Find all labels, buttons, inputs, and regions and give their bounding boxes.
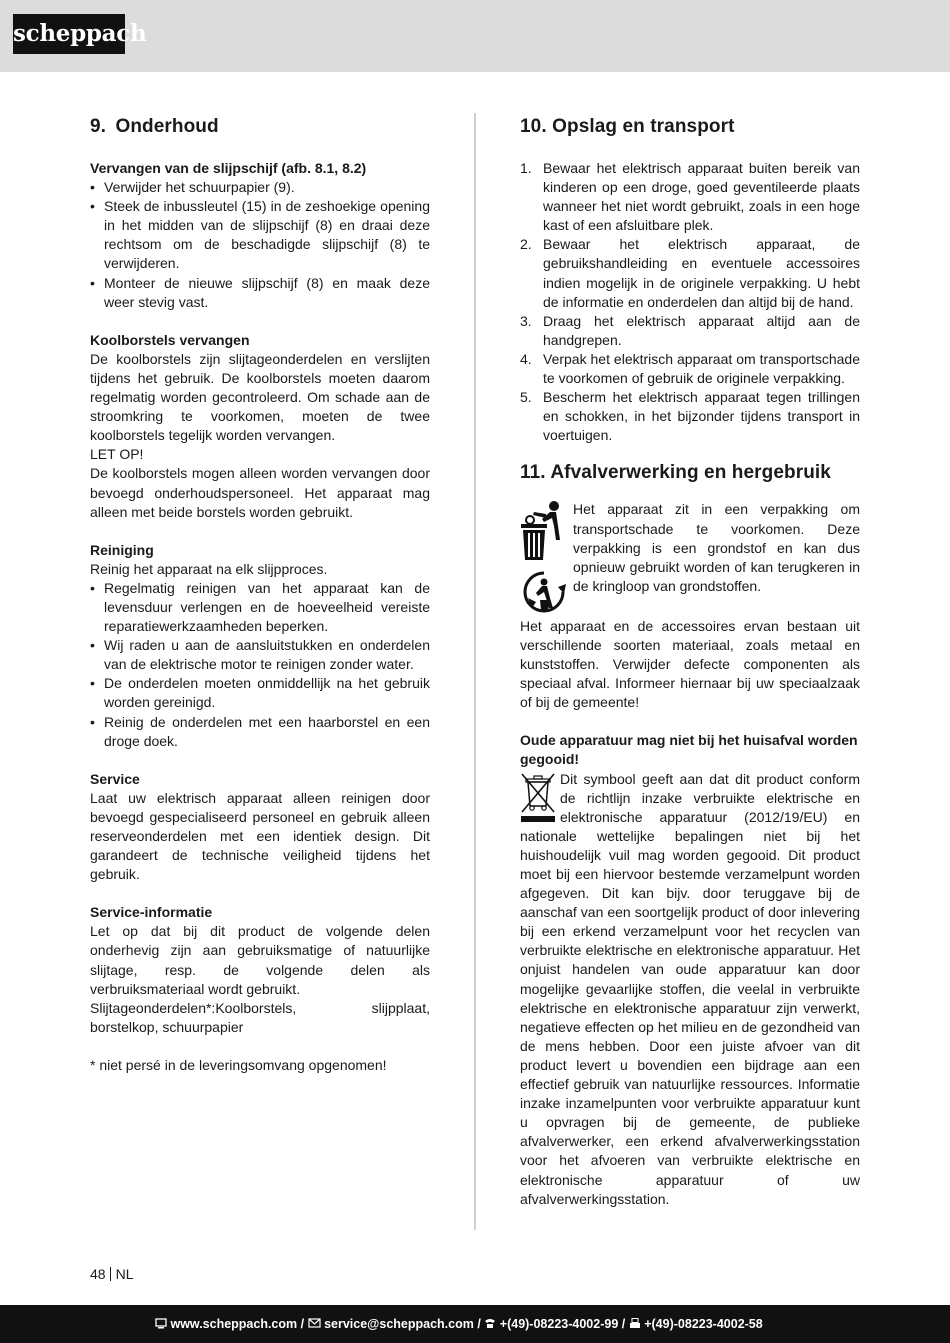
left-column: [90, 114, 430, 1075]
packaging-icons: [520, 500, 568, 618]
right-column: [520, 114, 860, 1209]
section-11-title: [520, 460, 860, 486]
service-text: Laat uw elektrisch apparaat alleen reinigen door bevoegd gespecialiseerd personeel en gebruik alleen reserveonderdelen met een identiek design. Dit garandeert de technische veiligheid tijdens het gebruik.: [90, 789, 430, 883]
item-text: Draag het elektrisch apparaat altijd aan de handgrepen.: [543, 312, 860, 348]
weee-block: [520, 770, 860, 1209]
footer-contacts: [155, 1305, 763, 1343]
service-info-text: Let op dat bij dit product de volgende delen onderhevig zijn aan gebruiksmatige of natuurlijke slijtage, resp. de volgende delen als verbruiksmateriaal wordt gebruikt.: [90, 923, 430, 997]
delivery-note: * niet persé in de leveringsomvang opgenomen!: [90, 1056, 387, 1073]
carbon-brushes-text: De koolborstels zijn slijtageonderdelen en verslijten tijdens het gebruik. De koolborstels moeten daarom regelmatig worden gecontroleerd. Om schade aan de stroomkring te voorkomen, moeten de twee koolborstels tegelijk worden vervangen.: [90, 350, 430, 444]
footer-website[interactable]: www.scheppach.com: [170, 1317, 298, 1331]
replace-disc-heading: Vervangen van de slijpschijf (afb. 8.1, 8.2): [90, 160, 367, 176]
section-10-title: [520, 114, 860, 140]
footer-separator: /: [477, 1317, 481, 1331]
item-number: 1.: [520, 160, 532, 176]
list-item: [520, 159, 860, 235]
footer-email[interactable]: service@scheppach.com: [324, 1317, 474, 1331]
envelope-icon: [308, 1318, 321, 1329]
list-item: • Wij raden u aan de aansluitstukken en onderdelen van de elektrische motor te reinigen zonder water.: [90, 636, 430, 674]
section-10-text: Opslag en transport: [552, 116, 735, 137]
page-language: NL: [115, 1266, 134, 1282]
footer-fax: +(49)-08223-4002-58: [644, 1317, 763, 1331]
service-heading: Service: [90, 770, 140, 787]
page-number-value: 48: [90, 1266, 106, 1282]
materials-text: Het apparaat en de accessoires ervan bestaan uit verschillende soorten materiaal, zoals metaal en kunststoffen. Verwijder defecte componenten als speciaal afval. Informeer hiernaar bij uw speciaalzaak of bij de gemeente!: [520, 617, 860, 711]
item-text: Bewaar het elektrisch apparaat buiten bereik van kinderen op een droge, goed geventileerde plaats wanneer het niet wordt gebruikt, zoals in een hoge kast of een afsluitbare plek.: [543, 160, 860, 234]
cleaning-heading: Reiniging: [90, 541, 154, 558]
section-9-text: Onderhoud: [115, 116, 219, 137]
section-10-number: 10.: [520, 116, 547, 137]
item-number: 4.: [520, 350, 532, 367]
section-9-title: [90, 114, 430, 140]
section-11-text: Afvalverwerking en hergebruik: [550, 462, 831, 484]
section-9-number: 9.: [90, 116, 107, 137]
footer-bar: [0, 1305, 950, 1343]
column-divider: [474, 113, 476, 1230]
item-text: Bescherm het elektrisch apparaat tegen trillingen en schokken, in het bijzonder tijdens transport in voertuigen.: [543, 389, 860, 444]
section-11-number: 11.: [520, 462, 546, 484]
list-item: [520, 312, 860, 350]
list-item: [520, 350, 860, 388]
list-item: • Reinig de onderdelen met een haarborstel en een droge doek.: [90, 713, 430, 751]
header-band: [0, 0, 950, 72]
footer-separator: /: [621, 1317, 626, 1331]
footer-phone[interactable]: +(49)-08223-4002-99: [499, 1317, 619, 1331]
weee-text: Dit symbool geeft aan dat dit product conform de richtlijn inzake verbruikte elektrische en elektronische apparatuur (2012/19/EU) en nationale wettelijke bepalingen niet bij het huishoudelijk vuil mag worden gegooid. Dit product moet bij een hiervoor bestemde verzamelpunt worden afgegeven. Dit kan bijv. door teruggave bij de aanschaf van een soortgelijk product of door inlevering bij een erkend verzamelpunt voor het recyclen van verbruikte elektrische en elektronische apparatuur. Het onjuist handelen van oude apparatuur kan door mogelijke gevaarlijke stoffen, die veelal in verbruikte elektrische en elektronische apparatuur zijn verwerkt, negatieve effecten op het milieu en de gezondheid van de mens hebben. Door een juiste afvoer van dit product levert u bovendien een bijdrage aan een effectief gebruik van natuurlijke ressources. Informatie inzake inzamelpunten voor verbruikte apparatuur kunt u opvragen bij de gemeente, de publieke afvalverwerker, een erkend afvalverwerkingsstation voor het afvoeren van verbruikte elektrische en elektronische apparatuur of uw afvalverwerkingsstation.: [520, 770, 860, 1207]
storage-list: [520, 159, 860, 445]
list-item: [520, 235, 860, 311]
list-item: • Steek de inbussleutel (15) in de zeshoekige opening in het midden van de slijpschijf (8) en draai deze rechtsom om de beschadigde slijpschijf (8) te verwijderen.: [90, 197, 430, 273]
wear-parts-text: Slijtageonderdelen*:Koolborstels, slijpplaat, borstelkop, schuurpapier: [90, 999, 430, 1035]
list-item: [520, 388, 860, 445]
list-item: • Regelmatig reinigen van het apparaat kan de levensduur verlengen en de hoeveelheid vereiste reparatiewerkzaamheden beperken.: [90, 579, 430, 636]
carbon-brushes-warning: LET OP!: [90, 446, 144, 463]
list-item: • Verwijder het schuurpapier (9).: [90, 178, 430, 197]
carbon-brushes-heading: Koolborstels vervangen: [90, 331, 250, 348]
footer-separator: /: [300, 1317, 305, 1331]
recycle-icon: [520, 570, 568, 614]
cleaning-intro: Reinig het apparaat na elk slijpproces.: [90, 560, 328, 577]
page-number-separator: [110, 1267, 111, 1281]
old-equipment-heading: Oude apparatuur mag niet bij het huisafval worden gegooid!: [520, 732, 858, 768]
list-item: • De onderdelen moeten onmiddellijk na het gebruik worden gereinigd.: [90, 674, 430, 712]
telephone-icon: [484, 1318, 496, 1329]
cleaning-list: [90, 579, 430, 751]
bin-disposal-icon: [520, 500, 568, 560]
list-item: • Monteer de nieuwe slijpschijf (8) en maak deze weer stevig vast.: [90, 274, 430, 312]
packaging-block: [520, 500, 860, 595]
item-text: Bewaar het elektrisch apparaat, de gebruikshandleiding en eventuele accessoires indien mogelijk in de originele verpakking. U hebt de informatie en onderdelen dan altijd bij de hand.: [543, 236, 860, 310]
monitor-icon: [155, 1318, 167, 1329]
replace-disc-list: [90, 178, 430, 312]
item-number: 3.: [520, 312, 532, 329]
item-number: 5.: [520, 389, 532, 406]
page-number: [90, 1265, 133, 1284]
scheppach-logo: scheppach: [13, 14, 125, 54]
packaging-text: Het apparaat zit in een verpakking om transportschade te voorkomen. Deze verpakking is een grondstof en kan dus opnieuw gebruikt worden of kan terugkeren in de kringloop van grondstoffen.: [573, 501, 860, 594]
carbon-brushes-text-2: De koolborstels mogen alleen worden vervangen door bevoegd onderhoudspersoneel. Het apparaat mag alleen met beide borstels worden gebruikt.: [90, 465, 430, 520]
item-number: 2.: [520, 236, 532, 253]
item-text: Verpak het elektrisch apparaat om transportschade te voorkomen of gebruik de originele verpakking.: [543, 350, 860, 387]
fax-icon: [629, 1318, 641, 1329]
service-info-heading: Service-informatie: [90, 904, 213, 921]
crossed-out-wheelie-bin-icon: [520, 772, 556, 824]
